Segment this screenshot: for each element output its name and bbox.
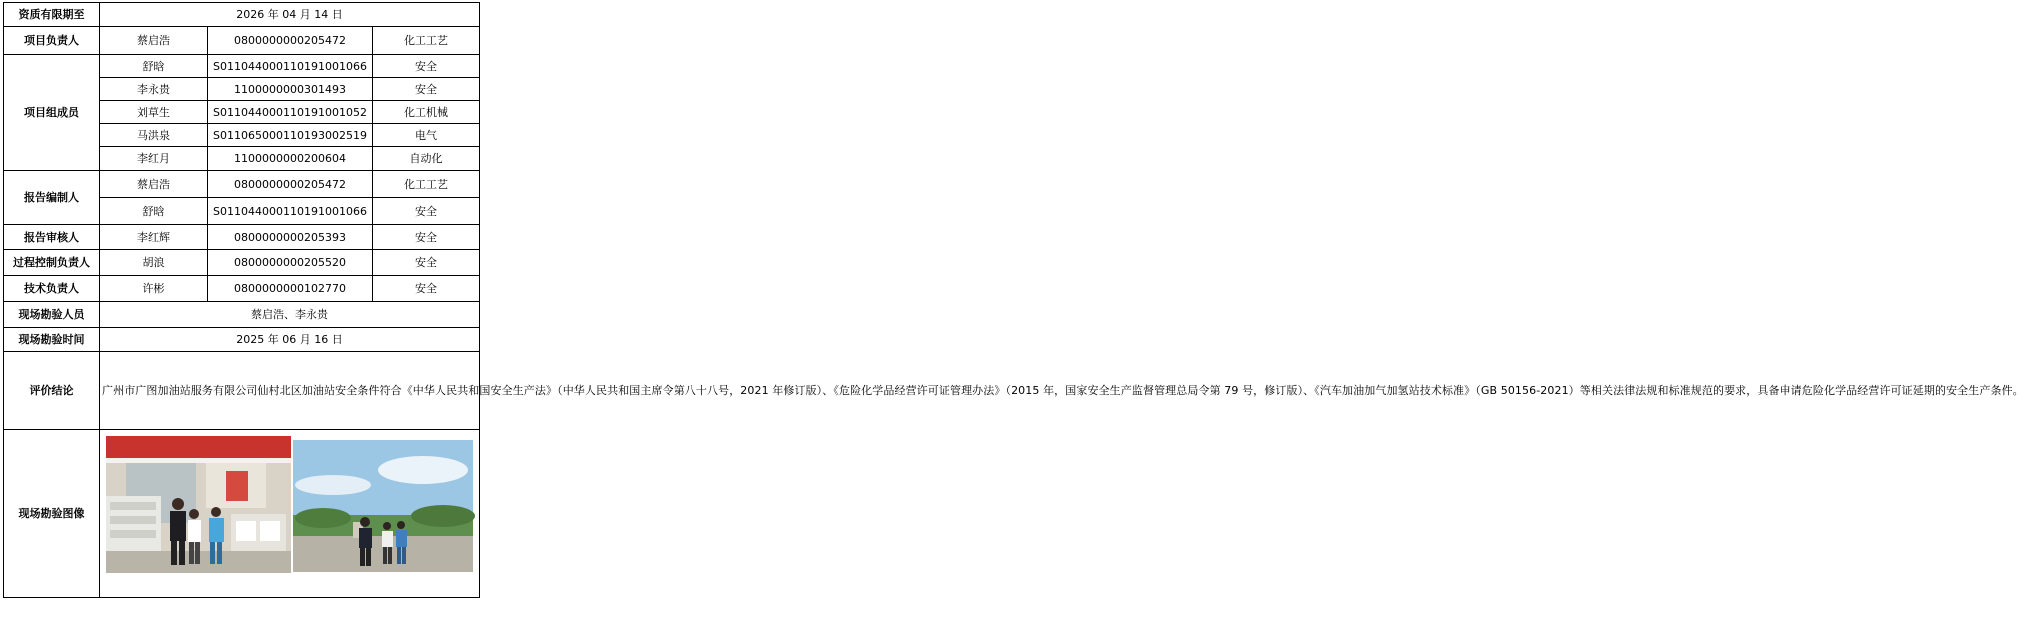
member-cert: S011065000110193002519 — [208, 124, 373, 147]
member-cert: S011044000110191001066 — [208, 55, 373, 78]
site-photos-label: 现场勘验图像 — [4, 430, 100, 598]
member-name: 舒晗 — [100, 55, 208, 78]
site-survey-time-value: 2025 年 06 月 16 日 — [100, 328, 480, 352]
site-survey-time-label: 现场勘验时间 — [4, 328, 100, 352]
author-cert: S011044000110191001066 — [208, 198, 373, 225]
site-survey-staff-value: 蔡启浩、李永贵 — [100, 302, 480, 328]
member-cert: 1100000000200604 — [208, 147, 373, 171]
site-photo-forecourt — [293, 440, 473, 572]
process-control-label: 过程控制负责人 — [4, 250, 100, 276]
reviewer-specialty: 安全 — [373, 225, 480, 250]
reviewer-name: 李红辉 — [100, 225, 208, 250]
row-site-survey-time — [4, 328, 480, 352]
report-reviewer-label: 报告审核人 — [4, 225, 100, 250]
qualification-period-label: 资质有限期至 — [4, 3, 100, 27]
author-name: 舒晗 — [100, 198, 208, 225]
project-leader-label: 项目负责人 — [4, 27, 100, 55]
member-name: 李永贵 — [100, 78, 208, 101]
technical-lead-cert: 0800000000102770 — [208, 276, 373, 302]
row-report-reviewer — [4, 225, 480, 250]
project-leader-name: 蔡启浩 — [100, 27, 208, 55]
member-specialty: 安全 — [373, 55, 480, 78]
member-specialty: 化工机械 — [373, 101, 480, 124]
process-control-name: 胡浪 — [100, 250, 208, 276]
member-specialty: 安全 — [373, 78, 480, 101]
conclusion-label: 评价结论 — [4, 352, 100, 430]
project-leader-cert: 0800000000205472 — [208, 27, 373, 55]
row-member — [4, 55, 480, 78]
qualification-period-value: 2026 年 04 月 14 日 — [100, 3, 480, 27]
row-report-author — [4, 171, 480, 198]
row-project-leader — [4, 27, 480, 55]
member-cert: S011044000110191001052 — [208, 101, 373, 124]
row-process-control — [4, 250, 480, 276]
row-qualification-period — [4, 3, 480, 27]
technical-lead-name: 许彬 — [100, 276, 208, 302]
project-leader-specialty: 化工工艺 — [373, 27, 480, 55]
report-info-table — [3, 2, 2024, 598]
site-photo-forecourt-image — [293, 440, 473, 572]
member-cert: 1100000000301493 — [208, 78, 373, 101]
site-photos-cell — [100, 430, 480, 598]
row-site-survey-staff — [4, 302, 480, 328]
member-specialty: 电气 — [373, 124, 480, 147]
technical-lead-specialty: 安全 — [373, 276, 480, 302]
site-photo-station-shop — [106, 436, 291, 573]
row-technical-lead — [4, 276, 480, 302]
report-sheet — [3, 2, 2024, 598]
author-cert: 0800000000205472 — [208, 171, 373, 198]
technical-lead-label: 技术负责人 — [4, 276, 100, 302]
conclusion-text: 广州市广图加油站服务有限公司仙村北区加油站安全条件符合《中华人民共和国安全生产法》（中华人民共和国主席令第八十八号，2021 年修订版）、《危险化学品经营许可证管理办法》（2015 年，国家安全生产监督管理总局令第 79 号，修订版）、《汽车加油加气加氢站技术标准》（GB 50156-2021）等相关法律法规和标准规范的要求，具备申请危险化学品经营许可证延期的安全生产条件。 — [100, 352, 480, 430]
process-control-specialty: 安全 — [373, 250, 480, 276]
author-specialty: 安全 — [373, 198, 480, 225]
author-name: 蔡启浩 — [100, 171, 208, 198]
author-specialty: 化工工艺 — [373, 171, 480, 198]
site-survey-staff-label: 现场勘验人员 — [4, 302, 100, 328]
member-name: 刘草生 — [100, 101, 208, 124]
site-photo-station-shop-image — [106, 436, 291, 573]
row-site-photos — [4, 430, 480, 598]
process-control-cert: 0800000000205520 — [208, 250, 373, 276]
row-conclusion — [4, 352, 480, 430]
member-name: 马洪泉 — [100, 124, 208, 147]
project-members-label: 项目组成员 — [4, 55, 100, 171]
member-specialty: 自动化 — [373, 147, 480, 171]
report-authors-label: 报告编制人 — [4, 171, 100, 225]
reviewer-cert: 0800000000205393 — [208, 225, 373, 250]
member-name: 李红月 — [100, 147, 208, 171]
